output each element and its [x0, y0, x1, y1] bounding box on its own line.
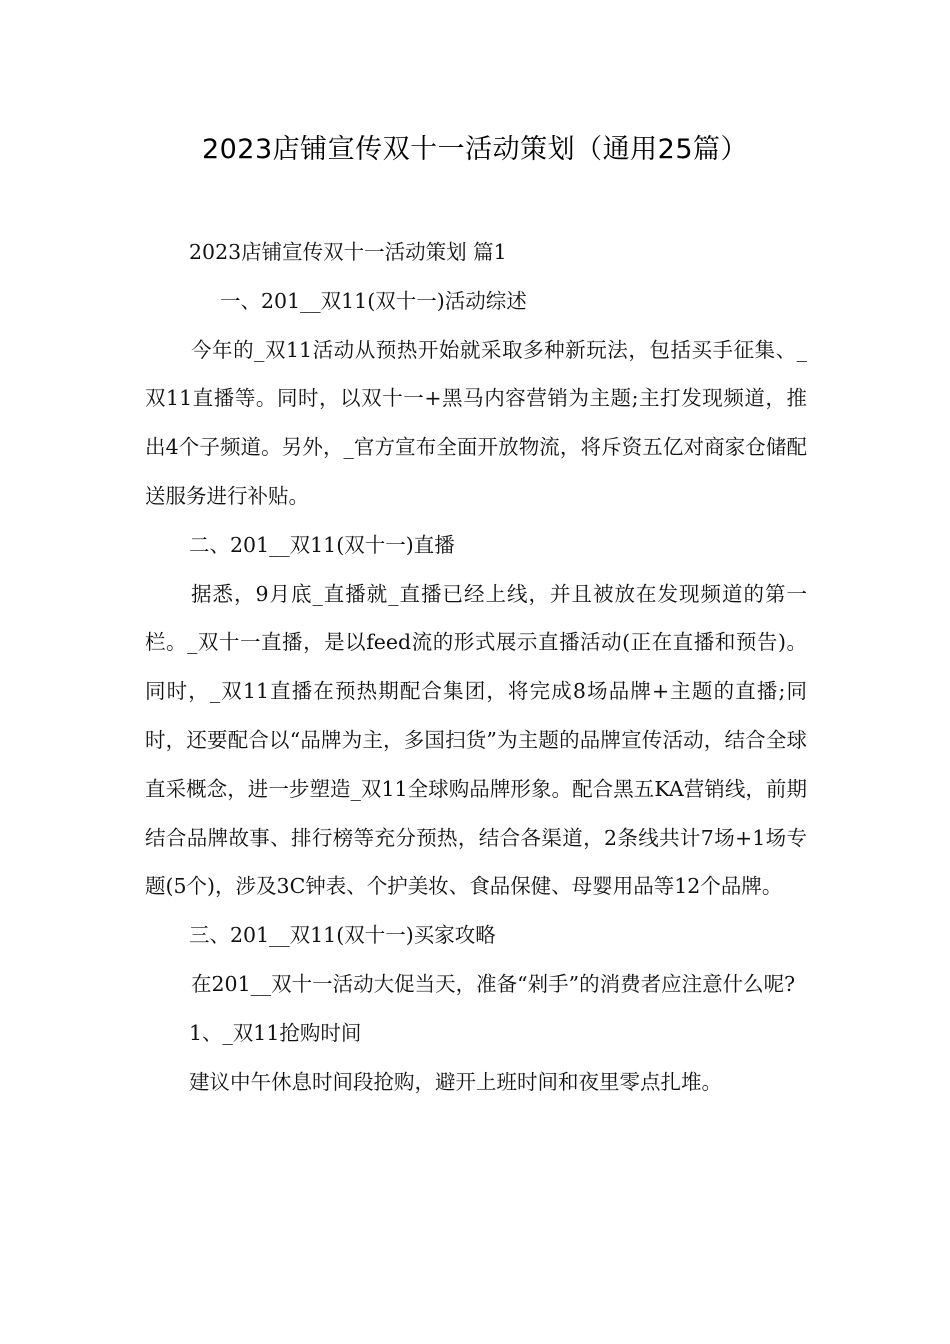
- subsection-heading: 1、_双11抢购时间: [189, 1020, 362, 1045]
- paragraph: 据悉，9月底_直播就_直播已经上线，并且被放在发现频道的第一栏。_双十一直播，是以feed流的形式展示直播活动(正在直播和预告)。同时，_双11直播在预热期配合集团，将完成8场品牌+主题的直播;同时，还要配合以“品牌为主，多国扫货”为主题的品牌宣传活动，结合全球直采概念，进一步塑造_双11全球购品牌形象。配合黑五KA营销线，前期结合品牌故事、排行榜等充分预热，结合各渠道，2条线共计7场+1场专题(5个)，涉及3C钟表、个护美妆、食品保健、母婴用品等12个品牌。: [145, 581, 807, 899]
- paragraph: 今年的_双11活动从预热开始就采取多种新玩法，包括买手征集、_双11直播等。同时，以双十一+黑马内容营销为主题;主打发现频道，推出4个子频道。另外，_官方宣布全面开放物流，将斥资五亿对商家仓储配送服务进行补贴。: [145, 337, 807, 508]
- document-body: [145, 228, 807, 1106]
- article-subtitle: 2023店铺宣传双十一活动策划 篇1: [189, 240, 507, 264]
- document-title: 2023店铺宣传双十一活动策划（通用25篇）: [201, 134, 749, 165]
- section-heading: 三、201__双11(双十一)买家攻略: [189, 923, 496, 948]
- section-heading: 一、201__双11(双十一)活动综述: [220, 288, 527, 313]
- paragraph: 建议中午休息时间段抢购，避开上班时间和夜里零点扎堆。: [189, 1069, 722, 1094]
- section-heading: 二、201__双11(双十一)直播: [189, 532, 455, 557]
- paragraph: 在201__双十一活动大促当天，准备“剁手”的消费者应注意什么呢?: [191, 971, 796, 996]
